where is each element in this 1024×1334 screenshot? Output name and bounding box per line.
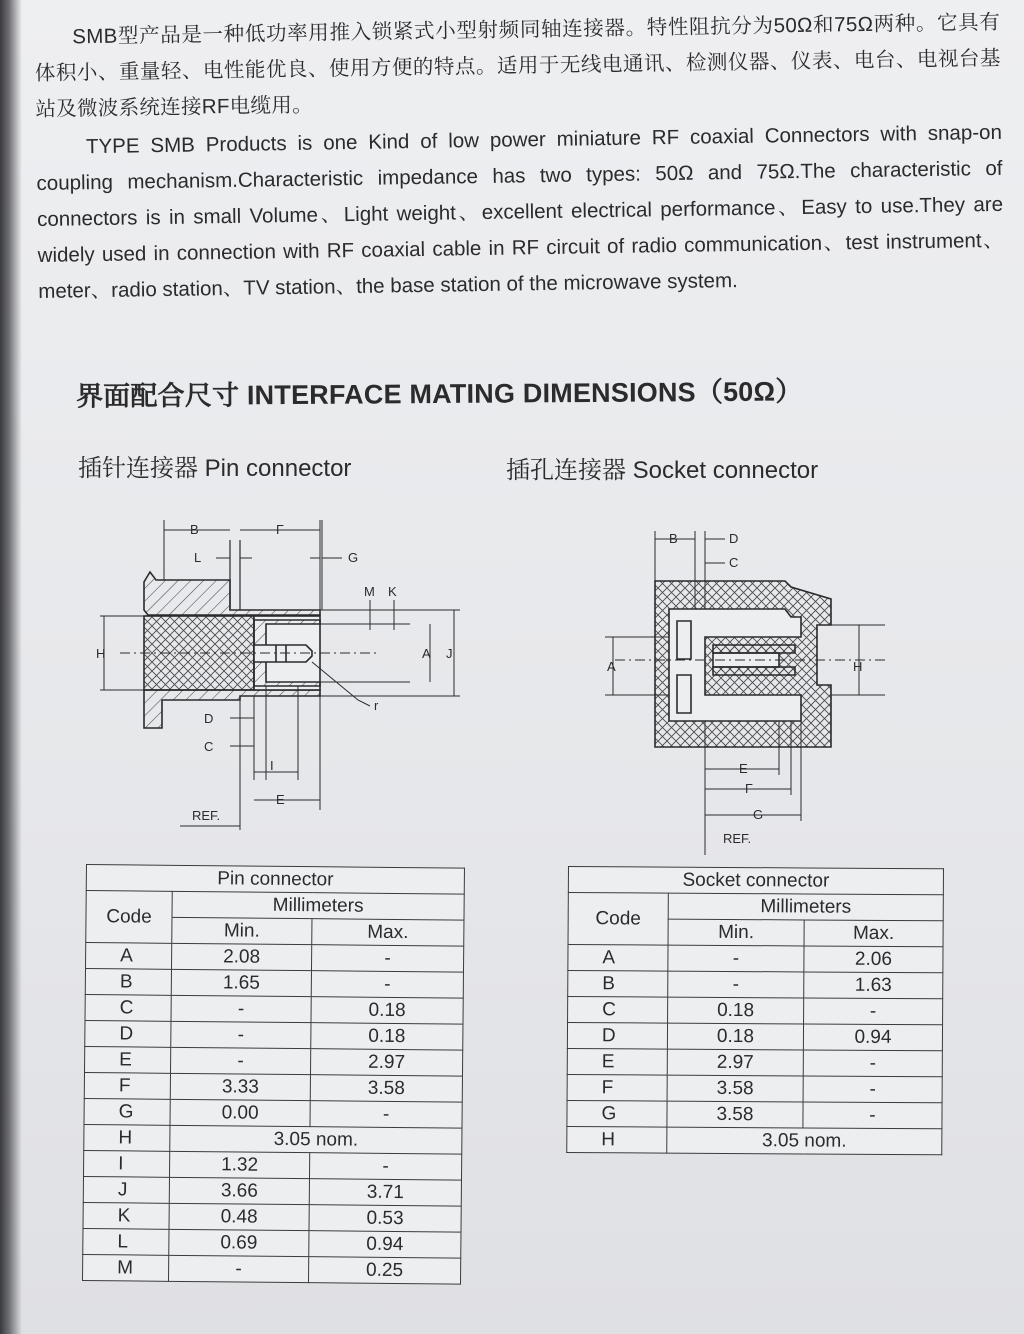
table-row — [83, 1176, 461, 1206]
pin-connector-diagram — [80, 500, 480, 840]
pin-dim-B: B — [190, 522, 199, 537]
nom-cell: 3.05 nom. — [667, 1127, 942, 1155]
min-cell: - — [668, 945, 804, 972]
table-row — [83, 1202, 461, 1232]
pin-dim-L: L — [194, 550, 202, 565]
min-cell: - — [171, 995, 311, 1022]
pin-table-title: Pin connector — [86, 865, 464, 895]
max-cell: 0.94 — [803, 1024, 942, 1051]
table-row — [85, 969, 463, 999]
code-cell: F — [567, 1074, 667, 1101]
socket-code-header: Code — [568, 893, 668, 946]
table-row — [568, 945, 943, 973]
min-cell: 0.18 — [668, 997, 804, 1024]
code-cell: D — [567, 1023, 667, 1050]
socket-dim-G: G — [753, 807, 764, 822]
section-title: 界面配合尺寸 INTERFACE MATING DIMENSIONS（50Ω） — [75, 376, 803, 412]
socket-dim-F: F — [745, 781, 753, 796]
max-cell: - — [311, 971, 463, 998]
socket-ref-label: REF. — [723, 831, 752, 846]
max-cell: - — [803, 1076, 942, 1103]
socket-unit-header: Millimeters — [668, 893, 943, 921]
socket-dim-E: E — [739, 761, 748, 776]
intro-text — [34, 5, 1004, 310]
code-cell: B — [85, 969, 171, 996]
code-cell: J — [83, 1176, 169, 1203]
max-cell: 2.06 — [804, 946, 943, 973]
min-cell: 0.18 — [667, 1023, 803, 1050]
intro-chinese: SMB型产品是一种低功率用推入锁紧式小型射频同轴连接器。特性阻抗分为50Ω和75Ω两种。它具有体积小、重量轻、电性能优良、使用方便的特点。适用于无线电通讯、检测仪器、仪表、电台、电视台基站及微波系统连接RF电缆用。 — [34, 10, 1001, 121]
code-cell: C — [568, 997, 668, 1024]
table-row — [84, 1098, 462, 1128]
pin-dim-K: K — [388, 584, 397, 599]
pin-dim-E: E — [276, 792, 285, 807]
code-cell: F — [84, 1072, 170, 1099]
min-cell: - — [168, 1255, 308, 1282]
max-cell: 1.63 — [804, 972, 943, 999]
table-row — [83, 1228, 461, 1258]
page-binding-edge — [0, 0, 22, 1334]
pin-connector-label: 插针连接器 Pin connector — [78, 455, 352, 482]
pin-connector-table — [82, 864, 465, 1285]
pin-max-header: Max. — [312, 919, 464, 946]
max-cell: - — [803, 1102, 942, 1129]
max-cell: 3.71 — [309, 1179, 461, 1206]
pin-dim-A: A — [422, 646, 431, 661]
pin-unit-header: Millimeters — [172, 891, 464, 920]
code-cell: E — [567, 1048, 667, 1075]
code-cell: A — [85, 943, 171, 970]
table-row — [85, 1020, 463, 1050]
code-cell: H — [84, 1124, 170, 1151]
socket-connector-label: 插孔连接器 Socket connector — [506, 457, 819, 484]
socket-connector-table — [566, 866, 944, 1155]
socket-connector-diagram — [595, 525, 895, 855]
table-row — [85, 994, 463, 1024]
code-cell: G — [84, 1098, 170, 1125]
max-cell: 0.53 — [309, 1205, 461, 1232]
min-cell: 0.48 — [169, 1203, 309, 1230]
max-cell: 3.58 — [310, 1075, 462, 1102]
table-row — [84, 1150, 462, 1180]
code-cell: K — [83, 1202, 169, 1229]
table-row — [84, 1124, 462, 1154]
min-cell: - — [170, 1047, 310, 1074]
code-cell: D — [85, 1020, 171, 1047]
pin-dim-r: r — [374, 698, 379, 713]
table-row — [567, 1048, 942, 1076]
min-cell: 2.08 — [171, 943, 311, 970]
min-cell: 0.00 — [170, 1099, 310, 1126]
max-cell: 2.97 — [310, 1049, 462, 1076]
pin-dim-D: D — [204, 711, 214, 726]
pin-dim-M: M — [364, 584, 375, 599]
table-row — [568, 971, 943, 999]
code-cell: E — [84, 1046, 170, 1073]
table-row — [567, 1023, 942, 1051]
pin-dim-J: J — [446, 646, 453, 661]
intro-english: TYPE SMB Products is one Kind of low power miniature RF coaxial Connectors with snap-on coupling mechanism.Characteristic impedance has two types: 50Ω and 75Ω.The characteristic of connectors is in small Volume、Light weight、excellent electrical performance、Easy to use.They are widely used in connection with RF coaxial cable in RF circuit of radio communication、test instrument、meter、radio station、TV station、the base station of the microwave system. — [36, 120, 1004, 303]
code-cell: H — [567, 1126, 667, 1153]
max-cell: 0.18 — [311, 997, 463, 1024]
max-cell: - — [309, 1153, 461, 1180]
table-row — [84, 1072, 462, 1102]
max-cell: - — [804, 998, 943, 1025]
max-cell: 0.25 — [308, 1257, 460, 1284]
min-cell: 1.65 — [171, 969, 311, 996]
min-cell: 3.58 — [667, 1101, 803, 1128]
code-cell: L — [83, 1228, 169, 1255]
socket-dim-H: H — [853, 659, 863, 674]
code-cell: G — [567, 1100, 667, 1127]
table-row — [567, 1100, 942, 1128]
pin-dim-F: F — [276, 522, 284, 537]
socket-max-header: Max. — [804, 920, 943, 947]
max-cell: - — [310, 1101, 462, 1128]
socket-dim-A: A — [607, 659, 616, 674]
max-cell: 0.94 — [309, 1231, 461, 1258]
max-cell: 0.18 — [311, 1023, 463, 1050]
pin-min-header: Min. — [172, 917, 312, 944]
pin-dim-C: C — [204, 739, 214, 754]
table-row — [83, 1254, 461, 1284]
table-row — [567, 1074, 942, 1102]
min-cell: 3.66 — [169, 1177, 309, 1204]
socket-dim-B: B — [669, 531, 678, 546]
pin-code-header: Code — [86, 891, 172, 944]
min-cell: 3.33 — [170, 1073, 310, 1100]
table-row — [568, 997, 943, 1025]
pin-dim-H: H — [96, 646, 106, 661]
min-cell: 2.97 — [667, 1049, 803, 1076]
min-cell: 1.32 — [169, 1151, 309, 1178]
min-cell: 3.58 — [667, 1075, 803, 1102]
socket-table-title: Socket connector — [568, 867, 943, 895]
min-cell: 0.69 — [169, 1229, 309, 1256]
code-cell: C — [85, 994, 171, 1021]
min-cell: - — [171, 1021, 311, 1048]
socket-dim-D: D — [729, 531, 739, 546]
socket-dim-C: C — [729, 555, 739, 570]
table-row — [567, 1126, 942, 1154]
table-row — [84, 1046, 462, 1076]
max-cell: - — [311, 945, 463, 972]
code-cell: B — [568, 971, 668, 998]
socket-min-header: Min. — [668, 919, 804, 946]
nom-cell: 3.05 nom. — [170, 1125, 462, 1154]
pin-dim-G: G — [348, 550, 359, 565]
max-cell: - — [803, 1050, 942, 1077]
table-row — [85, 943, 463, 973]
pin-dim-I: I — [270, 758, 274, 773]
pin-ref-label: REF. — [192, 808, 221, 823]
min-cell: - — [668, 971, 804, 998]
code-cell: I — [84, 1150, 170, 1177]
code-cell: M — [83, 1254, 169, 1281]
code-cell: A — [568, 945, 668, 972]
